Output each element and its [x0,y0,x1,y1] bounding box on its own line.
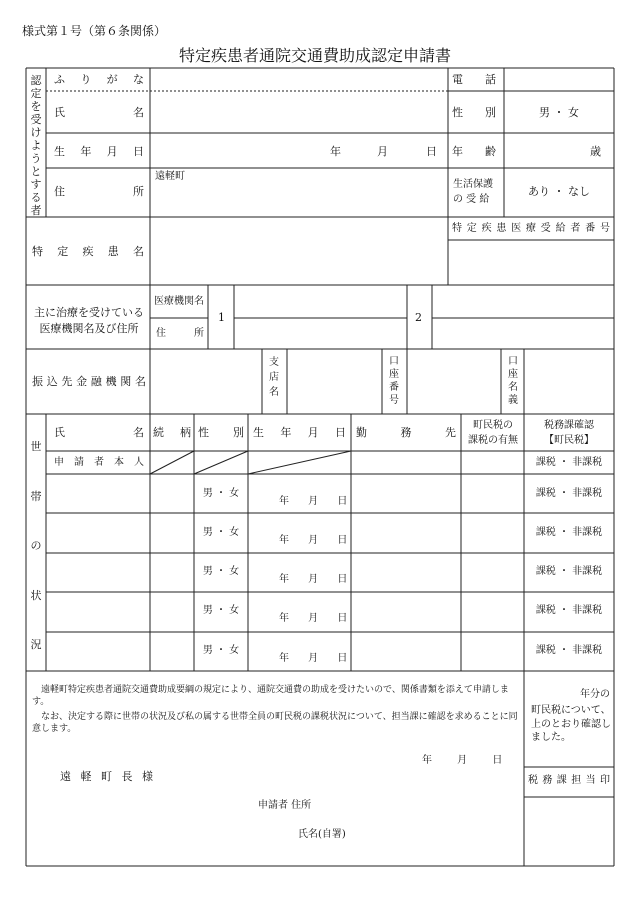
row-dob: 年 月 日 [279,653,348,664]
welfare-label-line2: の 受 給 [453,194,490,205]
branch-label: 支店名 [269,357,279,398]
furigana-input[interactable] [152,70,446,89]
row-tax-status[interactable]: 課税 ・ 非課税 [535,527,603,538]
household-header-relation: 続 柄 [153,426,191,439]
name-label: 氏 名 [54,106,144,119]
dob-label: 生 年 月 日 [54,145,144,158]
address-prefill[interactable]: 遠軽町 [155,171,185,182]
sex-label: 性 別 [452,106,496,119]
welfare-label-line1: 生活保護 [453,179,493,190]
age-label: 年 齢 [452,145,496,158]
row-sex-options[interactable]: 男 ・ 女 [202,605,240,616]
household-header-confirm-line1: 税務課確認 [544,420,594,431]
applicant-self-tax[interactable]: 課税 ・ 非課税 [535,457,603,468]
row-tax-status[interactable]: 課税 ・ 非課税 [535,645,603,656]
furigana-label: ふ り が な [54,73,144,86]
dob-month: 月 [377,145,388,158]
applicant-self-row: 申 請 者 本 人 [54,457,144,468]
institution-number-2: 2 [415,311,422,324]
account-number-label: 口座番号 [389,356,399,406]
household-section-label: 世帯の状況 [30,440,42,651]
tax-office-stamp-area[interactable] [526,799,612,864]
row-sex-options[interactable]: 男 ・ 女 [202,527,240,538]
dob-year: 年 [330,145,341,158]
tax-year-suffix: 年分の [580,689,610,700]
age-unit: 歳 [590,145,601,158]
household-header-confirm-line2: 【町民税】 [544,435,594,446]
institution-name-label: 医療機関名 [154,296,204,307]
institution-address-label: 住 所 [156,328,204,339]
institution-number-1: 1 [218,311,225,324]
household-header-work: 勤 務 先 [356,426,456,439]
row-tax-status[interactable]: 課税 ・ 非課税 [535,566,603,577]
household-header-tax-line1: 町民税の [473,420,513,431]
declaration-paragraph-2: なお、決定する際に世帯の状況及び私の属する世帯全員の町民税の課税状況について、担当課に確認を求めることに同意します。 [32,712,518,735]
row-tax-status[interactable]: 課税 ・ 非課税 [535,605,603,616]
phone-input[interactable] [506,70,612,89]
name-input[interactable] [152,93,446,131]
household-header-name: 氏 名 [54,426,144,439]
account-name-label: 口座名義 [508,356,518,406]
bank-label: 振込先金融機関名 [32,375,146,388]
welfare-options[interactable]: あり ・ なし [528,185,590,198]
declaration-paragraph-1: 遠軽町特定疾患者通院交通費助成要綱の規定により、通院交通費の助成を受けたいので、関係書類を添えて申請します。 [32,685,509,708]
recipient-number-label: 特定疾患医療受給者番号 [452,223,610,234]
row-dob: 年 月 日 [279,496,348,507]
form-number: 様式第１号（第６条関係） [22,24,167,38]
disease-label: 特 定 疾 患 名 [32,245,144,258]
row-dob: 年 月 日 [279,535,348,546]
sex-options[interactable]: 男 ・ 女 [539,106,579,119]
addressee: 遠 軽 町 長 様 [60,770,153,783]
dob-day: 日 [426,145,437,158]
phone-label: 電 話 [452,73,496,86]
row-sex-options[interactable]: 男 ・ 女 [202,488,240,499]
tax-office-note: 町民税について、上のとおり確認しました。 [531,705,611,743]
row-sex-options[interactable]: 男 ・ 女 [202,645,240,656]
applicant-address-label: 申請者 住所 [258,800,312,811]
row-sex-options[interactable]: 男 ・ 女 [202,566,240,577]
tax-office-stamp-label: 税務課担当印 [528,775,610,786]
disease-input[interactable] [152,219,446,283]
applicant-section-label: 認定を受けようとする者 [30,74,42,217]
row-dob: 年 月 日 [279,613,348,624]
row-dob: 年 月 日 [279,574,348,585]
row-tax-status[interactable]: 課税 ・ 非課税 [535,488,603,499]
household-header-tax-line2: 課税の有無 [468,435,518,446]
page-title: 特定疾患者通院交通費助成認定申請書 [178,46,451,65]
institution-label-line1: 主に治療を受けている [34,306,144,319]
declaration-date: 年 月 日 [422,755,503,766]
household-header-sex: 性 別 [198,426,244,439]
institution-label-line2: 医療機関名及び住所 [39,322,139,335]
address-label: 住 所 [54,185,144,198]
applicant-signature-label: 氏名(自署) [298,829,346,840]
household-header-dob: 生 年 月 日 [253,426,346,439]
